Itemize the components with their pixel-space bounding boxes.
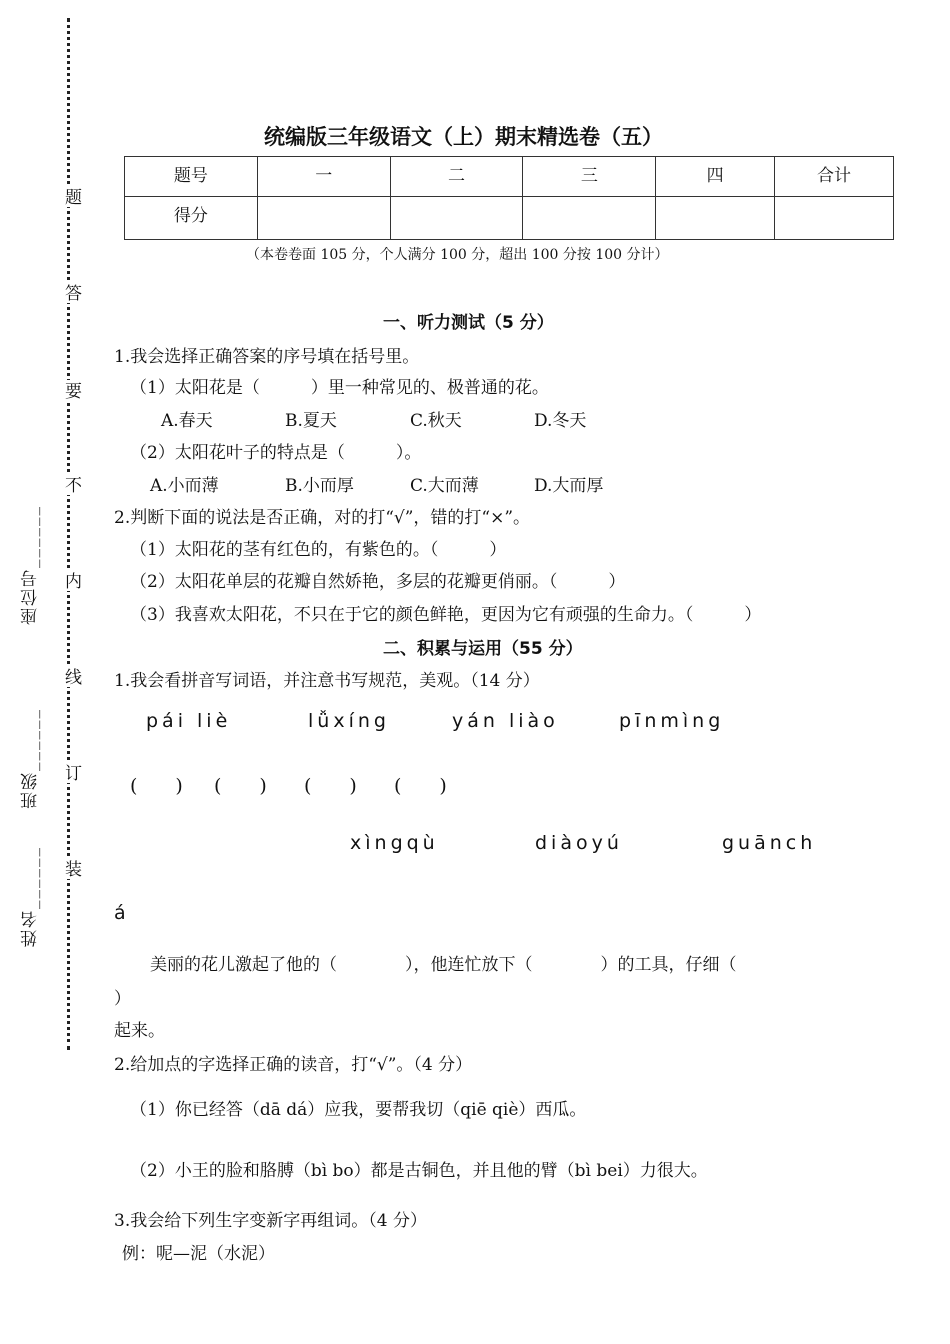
binding-char-ding: 订 — [59, 762, 84, 783]
s1-q1-1: （1）太阳花是（ ）里一种常见的、极普通的花。 — [130, 378, 549, 398]
page-title: 统编版三年级语文（上）期末精选卷（五） — [264, 125, 663, 149]
s2-q1: 1.我会看拼音写词语，并注意书写规范，美观。（14 分） — [114, 671, 540, 691]
answer-blank-4[interactable]: ( ) — [394, 775, 447, 797]
score-cell-4[interactable] — [656, 197, 775, 240]
score-header-2: 二 — [390, 157, 523, 197]
s1-q2: 2.判断下面的说法是否正确，对的打“√”，错的打“×”。 — [114, 508, 531, 528]
fill-sentence-wrap1: ） — [114, 989, 131, 1009]
pinyin-wrap: á — [114, 902, 130, 924]
s1-q1-2-opt-c[interactable]: C.大而薄 — [410, 476, 479, 496]
binding-char-ti: 题 — [59, 186, 84, 207]
s1-q1-1-opt-c[interactable]: C.秋天 — [410, 411, 462, 431]
s1-q1: 1.我会选择正确答案的序号填在括号里。 — [114, 347, 420, 367]
binding-char-yao: 要 — [59, 380, 84, 401]
s1-q2-1: （1）太阳花的茎有红色的，有紫色的。（ ） — [130, 540, 507, 560]
name-field: 姓名______ — [21, 846, 41, 947]
score-cell-3[interactable] — [523, 197, 656, 240]
score-table — [124, 156, 894, 240]
score-header-label: 题号 — [125, 157, 258, 197]
s1-q2-3: （3）我喜欢太阳花，不只在于它的颜色鲜艳，更因为它有顽强的生命力。（ ） — [130, 605, 762, 625]
pinyin-diaoyu: diàoyú — [535, 832, 623, 854]
section1-title: 一、听力测试（5 分） — [383, 313, 554, 333]
score-header-4: 四 — [656, 157, 775, 197]
pinyin-xingqu: xìngqù — [350, 832, 439, 854]
s2-q2-1: （1）你已经答（dā dá）应我，要帮我切（qiē qiè）西瓜。 — [130, 1100, 587, 1120]
fill-sentence-wrap2: 起来。 — [114, 1021, 165, 1041]
s1-q1-2-opt-d[interactable]: D.大而厚 — [534, 476, 604, 496]
s1-q2-2: （2）太阳花单层的花瓣自然娇艳，多层的花瓣更俏丽。（ ） — [130, 572, 626, 592]
score-header-1: 一 — [257, 157, 390, 197]
s1-q1-1-opt-a[interactable]: A.春天 — [161, 411, 213, 431]
seat-number-field: 座位号______ — [21, 505, 41, 625]
fill-sentence: 美丽的花儿激起了他的（ ），他连忙放下（ ）的工具，仔细（ — [150, 955, 737, 975]
score-cell-1[interactable] — [257, 197, 390, 240]
s1-q1-1-opt-b[interactable]: B.夏天 — [285, 411, 337, 431]
pinyin-yanliao: yán liào — [452, 710, 559, 732]
binding-char-xian: 线 — [59, 666, 84, 687]
s2-q2-2: （2）小王的脸和胳膊（bì bo）都是古铜色，并且他的臂（bì bei）力很大。 — [130, 1161, 708, 1181]
score-row-label: 得分 — [125, 197, 258, 240]
s1-q1-2-opt-b[interactable]: B.小而厚 — [285, 476, 354, 496]
s1-q1-2: （2）太阳花叶子的特点是（ ）。 — [130, 443, 422, 463]
s2-q2: 2.给加点的字选择正确的读音，打“√”。（4 分） — [114, 1055, 473, 1075]
pinyin-guancha: guānch — [722, 832, 817, 854]
pinyin-pinming: pīnmìng — [619, 710, 725, 732]
binding-char-bu: 不 — [59, 474, 84, 495]
binding-dotted-line — [67, 18, 70, 1050]
pinyin-pailie: pái liè — [146, 710, 232, 732]
s1-q1-1-opt-d[interactable]: D.冬天 — [534, 411, 587, 431]
score-cell-total[interactable] — [775, 197, 894, 240]
section2-title: 二、积累与运用（55 分） — [383, 639, 583, 659]
answer-blank-2[interactable]: ( ) — [214, 775, 267, 797]
score-header-3: 三 — [523, 157, 656, 197]
pinyin-lvxing: lǚxíng — [308, 710, 390, 732]
score-header-total: 合计 — [775, 157, 894, 197]
s1-q1-2-opt-a[interactable]: A.小而薄 — [150, 476, 219, 496]
s2-q3-example: 例：呢—泥（水泥） — [122, 1244, 275, 1264]
score-cell-2[interactable] — [390, 197, 523, 240]
class-field: 班级______ — [21, 708, 41, 809]
s2-q3: 3.我会给下列生字变新字再组词。（4 分） — [114, 1211, 427, 1231]
answer-blank-3[interactable]: ( ) — [304, 775, 357, 797]
binding-char-da: 答 — [59, 282, 84, 303]
binding-char-nei: 内 — [59, 570, 84, 591]
binding-char-zhuang: 装 — [59, 858, 84, 879]
answer-blank-1[interactable]: ( ) — [130, 775, 183, 797]
score-note: （本卷卷面 105 分，个人满分 100 分，超出 100 分按 100 分计） — [246, 247, 669, 263]
